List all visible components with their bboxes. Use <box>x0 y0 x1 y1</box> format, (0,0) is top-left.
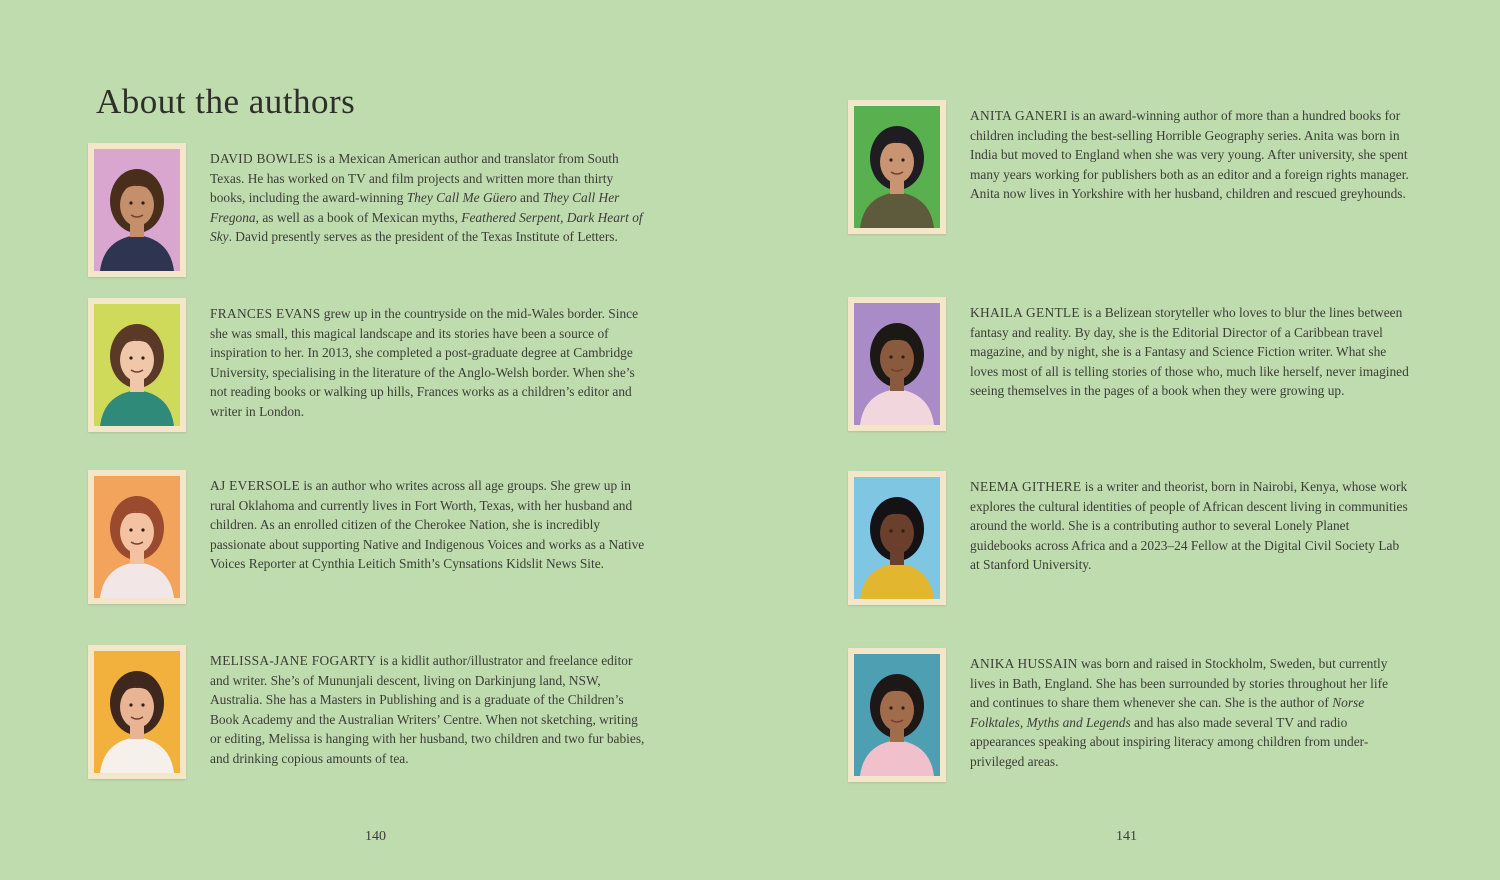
bio-text: is a Mexican American author and translator from South Texas. He has worked on TV and film projects and written more than thirty books, including the award-winning <box>210 151 619 206</box>
author-bio <box>970 654 1410 772</box>
author-portrait <box>88 470 186 604</box>
author-name: ANITA GANERI <box>970 108 1068 123</box>
bio-text: , as well as a book of Mexican myths, <box>255 209 462 225</box>
author-name: MELISSA-JANE FOGARTY <box>210 653 377 668</box>
portrait-illustration <box>854 477 940 599</box>
page-number-right: 141 <box>1116 829 1137 844</box>
page-number-left: 140 <box>365 829 386 844</box>
book-title: They Call Me Güero <box>406 190 517 206</box>
bio-text: was born and raised in Stockholm, Sweden, but currently lives in Bath, England. She has been surrounded by stories throughout her life and continues to share them whenever she can. She is the author of <box>970 656 1389 711</box>
author-bio <box>970 303 1410 401</box>
portrait-illustration <box>854 303 940 425</box>
author-portrait <box>88 143 186 277</box>
bio-text: and <box>516 190 543 206</box>
author-portrait <box>848 297 946 431</box>
author-portrait <box>88 645 186 779</box>
author-bio <box>210 304 650 422</box>
bio-text: is a writer and theorist, born in Nairobi, Kenya, whose work explores the cultural identities of people of African descent living in communities around the world. She is a contributing author to several Lonely Planet guidebooks across Africa and a 2023–24 Fellow at the Digital Civil Society Lab at Stanford University. <box>970 479 1408 573</box>
bio-text: is a Belizean storyteller who loves to blur the lines between fantasy and reality. By day, she is the Editorial Director of a Caribbean travel magazine, and by night, she is a Fantasy and Science Fiction writer. What she loves most of all is telling stories of those who, much like herself, never imagined seeing themselves in the pages of a book when they were growing up. <box>970 305 1409 399</box>
bio-text: is an author who writes across all age groups. She grew up in rural Oklahoma and currently lives in Fort Worth, Texas, with her husband and children. As an enrolled citizen of the Cherokee Nation, she is incredibly passionate about supporting Native and Indigenous Voices and works as a Native Voices Reporter at Cynthia Leitich Smith’s Cynsations Kidslit News Site. <box>210 478 645 572</box>
author-name: DAVID BOWLES <box>210 151 314 166</box>
bio-text: . David presently serves as the president of the Texas Institute of Letters. <box>228 229 618 245</box>
portrait-illustration <box>854 654 940 776</box>
author-portrait <box>848 100 946 234</box>
page-title: About the authors <box>96 82 356 121</box>
right-page <box>750 0 1500 880</box>
author-name: KHAILA GENTLE <box>970 305 1080 320</box>
author-name: NEEMA GITHERE <box>970 479 1082 494</box>
bio-text: is a kidlit author/illustrator and freelance editor and writer. She’s of Mununjali descent, living on Darkinjung land, NSW, Australia. She has a Masters in Publishing and is a graduate of the Children’s Book Academy and the Australian Writers’ Centre. When not sketching, writing or editing, Melissa is hanging with her husband, two children and two fur babies, and drinking copious amounts of tea. <box>210 653 645 766</box>
portrait-illustration <box>94 651 180 773</box>
author-portrait <box>848 648 946 782</box>
book-title: They Call Her Fregona <box>210 190 620 225</box>
portrait-illustration <box>94 149 180 271</box>
portrait-illustration <box>94 304 180 426</box>
author-name: AJ EVERSOLE <box>210 478 300 493</box>
bio-text: grew up in the countryside on the mid-Wales border. Since she was small, this magical landscape and its stories have been a source of inspiration to her. In 2013, she completed a post-graduate degree at Cambridge University, specialising in the literature of the Anglo-Welsh border. When she’s not reading books or walking up hills, Frances works as a children’s editor and writer in London. <box>210 306 639 419</box>
book-title: Feathered Serpent, Dark Heart of Sky <box>210 209 643 245</box>
bio-text: is an award-winning author of more than a hundred books for children including the best-selling Horrible Geography series. Anita was born in India but moved to England when she was very young. After university, she spent many years working for publishers both as an editor and a foreign rights manager. Anita now lives in Yorkshire with her husband, children and rescued greyhounds. <box>970 108 1409 202</box>
portrait-illustration <box>854 106 940 228</box>
author-bio <box>210 476 650 574</box>
author-name: ANIKA HUSSAIN <box>970 656 1078 671</box>
author-portrait <box>848 471 946 605</box>
portrait-illustration <box>94 476 180 598</box>
author-bio <box>970 106 1410 204</box>
author-name: FRANCES EVANS <box>210 306 321 321</box>
author-bio <box>970 477 1410 575</box>
author-portrait <box>88 298 186 432</box>
book-title: Norse Folktales, Myths and Legends <box>970 695 1365 730</box>
author-bio <box>210 149 650 247</box>
author-bio <box>210 651 650 769</box>
bio-text: and has also made several TV and radio appearances speaking about inspiring literacy among children from under-privileged areas. <box>970 714 1369 769</box>
